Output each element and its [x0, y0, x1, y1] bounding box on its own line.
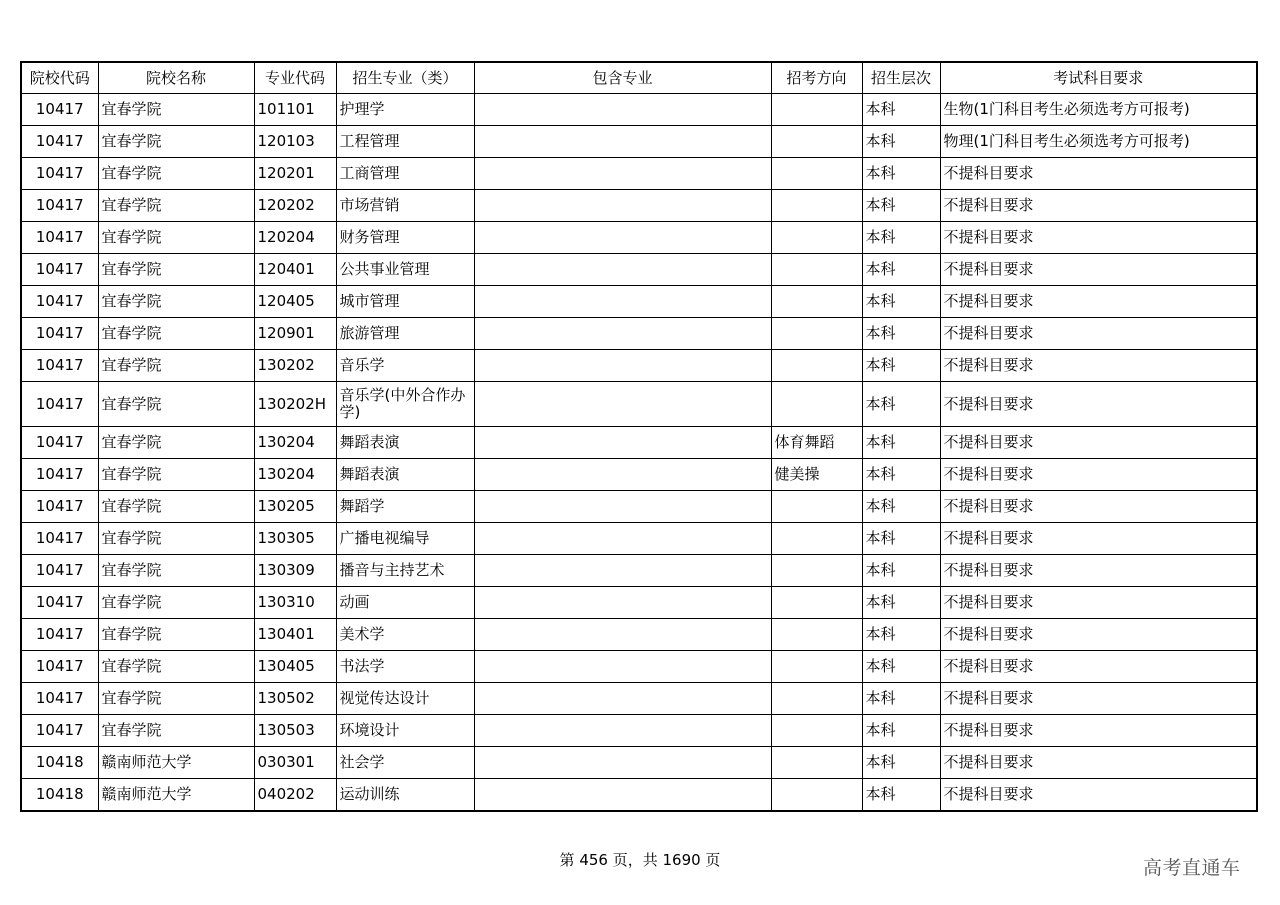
school-code-cell: 10417: [21, 715, 98, 747]
direction-cell: [771, 747, 862, 779]
school-code-cell: 10417: [21, 523, 98, 555]
major-name-cell: 旅游管理: [336, 318, 474, 350]
major-name-cell: 环境设计: [336, 715, 474, 747]
school-name-cell: 宜春学院: [98, 126, 254, 158]
direction-cell: [771, 286, 862, 318]
direction-cell: [771, 158, 862, 190]
major-name-cell: 公共事业管理: [336, 254, 474, 286]
major-code-cell: 120202: [254, 190, 336, 222]
school-name-cell: 宜春学院: [98, 350, 254, 382]
direction-cell: [771, 555, 862, 587]
major-code-cell: 130204: [254, 459, 336, 491]
included-majors-cell: [474, 715, 771, 747]
table-row: [21, 158, 1257, 190]
major-name-cell: 舞蹈学: [336, 491, 474, 523]
included-majors-cell: [474, 382, 771, 427]
level-cell: 本科: [862, 459, 940, 491]
major-name-cell: 工程管理: [336, 126, 474, 158]
header-school-name: 院校名称: [98, 62, 254, 94]
school-code-cell: 10417: [21, 427, 98, 459]
table-row: [21, 491, 1257, 523]
school-code-cell: 10417: [21, 619, 98, 651]
school-code-cell: 10417: [21, 318, 98, 350]
header-included-majors: 包含专业: [474, 62, 771, 94]
header-level: 招生层次: [862, 62, 940, 94]
school-code-cell: 10417: [21, 158, 98, 190]
level-cell: 本科: [862, 318, 940, 350]
table-row: [21, 382, 1257, 427]
header-school-code: 院校代码: [21, 62, 98, 94]
school-code-cell: 10417: [21, 190, 98, 222]
major-code-cell: 130202H: [254, 382, 336, 427]
school-code-cell: 10417: [21, 651, 98, 683]
major-code-cell: 130204: [254, 427, 336, 459]
subject-requirement-cell: 不提科目要求: [940, 715, 1257, 747]
subject-requirement-cell: 不提科目要求: [940, 555, 1257, 587]
school-code-cell: 10417: [21, 555, 98, 587]
major-code-cell: 120103: [254, 126, 336, 158]
school-name-cell: 赣南师范大学: [98, 747, 254, 779]
major-code-cell: 130202: [254, 350, 336, 382]
subject-requirement-cell: 不提科目要求: [940, 190, 1257, 222]
major-code-cell: 130305: [254, 523, 336, 555]
major-name-cell: 运动训练: [336, 779, 474, 812]
major-name-cell: 工商管理: [336, 158, 474, 190]
major-name-cell: 城市管理: [336, 286, 474, 318]
included-majors-cell: [474, 523, 771, 555]
table-row: [21, 459, 1257, 491]
included-majors-cell: [474, 683, 771, 715]
major-name-cell: 播音与主持艺术: [336, 555, 474, 587]
table-row: [21, 555, 1257, 587]
subject-requirement-cell: 不提科目要求: [940, 222, 1257, 254]
school-name-cell: 宜春学院: [98, 190, 254, 222]
level-cell: 本科: [862, 619, 940, 651]
major-name-cell: 动画: [336, 587, 474, 619]
table-header: [21, 62, 1257, 94]
major-name-cell: 音乐学: [336, 350, 474, 382]
included-majors-cell: [474, 222, 771, 254]
school-name-cell: 宜春学院: [98, 523, 254, 555]
subject-requirement-cell: 不提科目要求: [940, 747, 1257, 779]
direction-cell: [771, 587, 862, 619]
table-row: [21, 715, 1257, 747]
level-cell: 本科: [862, 491, 940, 523]
level-cell: 本科: [862, 651, 940, 683]
school-name-cell: 赣南师范大学: [98, 779, 254, 812]
level-cell: 本科: [862, 94, 940, 126]
level-cell: 本科: [862, 286, 940, 318]
included-majors-cell: [474, 158, 771, 190]
subject-requirement-cell: 不提科目要求: [940, 286, 1257, 318]
included-majors-cell: [474, 286, 771, 318]
enrollment-table: [20, 61, 1258, 812]
major-name-cell: 舞蹈表演: [336, 459, 474, 491]
level-cell: 本科: [862, 254, 940, 286]
level-cell: 本科: [862, 555, 940, 587]
level-cell: 本科: [862, 715, 940, 747]
header-major-name: 招生专业（类）: [336, 62, 474, 94]
table-row: [21, 587, 1257, 619]
level-cell: 本科: [862, 158, 940, 190]
subject-requirement-cell: 不提科目要求: [940, 158, 1257, 190]
school-name-cell: 宜春学院: [98, 158, 254, 190]
header-direction: 招考方向: [771, 62, 862, 94]
subject-requirement-cell: 不提科目要求: [940, 683, 1257, 715]
direction-cell: [771, 94, 862, 126]
major-name-cell: 社会学: [336, 747, 474, 779]
major-code-cell: 120405: [254, 286, 336, 318]
subject-requirement-cell: 不提科目要求: [940, 427, 1257, 459]
table-row: [21, 94, 1257, 126]
level-cell: 本科: [862, 222, 940, 254]
major-name-cell: 音乐学(中外合作办学): [336, 382, 474, 427]
school-code-cell: 10417: [21, 587, 98, 619]
table-row: [21, 190, 1257, 222]
table-row: [21, 747, 1257, 779]
level-cell: 本科: [862, 190, 940, 222]
major-code-cell: 030301: [254, 747, 336, 779]
major-code-cell: 130405: [254, 651, 336, 683]
included-majors-cell: [474, 555, 771, 587]
subject-requirement-cell: 不提科目要求: [940, 318, 1257, 350]
school-name-cell: 宜春学院: [98, 94, 254, 126]
included-majors-cell: [474, 254, 771, 286]
major-code-cell: 120901: [254, 318, 336, 350]
included-majors-cell: [474, 126, 771, 158]
subject-requirement-cell: 不提科目要求: [940, 779, 1257, 812]
school-name-cell: 宜春学院: [98, 318, 254, 350]
subject-requirement-cell: 不提科目要求: [940, 587, 1257, 619]
major-code-cell: 120201: [254, 158, 336, 190]
level-cell: 本科: [862, 427, 940, 459]
school-code-cell: 10417: [21, 94, 98, 126]
major-name-cell: 广播电视编导: [336, 523, 474, 555]
included-majors-cell: [474, 779, 771, 812]
school-code-cell: 10418: [21, 779, 98, 812]
school-name-cell: 宜春学院: [98, 222, 254, 254]
major-name-cell: 护理学: [336, 94, 474, 126]
included-majors-cell: [474, 619, 771, 651]
school-name-cell: 宜春学院: [98, 491, 254, 523]
school-code-cell: 10417: [21, 126, 98, 158]
major-code-cell: 040202: [254, 779, 336, 812]
major-name-cell: 书法学: [336, 651, 474, 683]
included-majors-cell: [474, 427, 771, 459]
direction-cell: [771, 683, 862, 715]
level-cell: 本科: [862, 350, 940, 382]
school-name-cell: 宜春学院: [98, 427, 254, 459]
table-row: [21, 651, 1257, 683]
included-majors-cell: [474, 747, 771, 779]
table-row: [21, 350, 1257, 382]
subject-requirement-cell: 生物(1门科目考生必须选考方可报考): [940, 94, 1257, 126]
included-majors-cell: [474, 491, 771, 523]
level-cell: 本科: [862, 523, 940, 555]
school-name-cell: 宜春学院: [98, 587, 254, 619]
watermark-logo-text: 高考直通车: [1143, 857, 1241, 879]
direction-cell: [771, 350, 862, 382]
school-code-cell: 10417: [21, 459, 98, 491]
table-row: [21, 286, 1257, 318]
major-name-cell: 舞蹈表演: [336, 427, 474, 459]
included-majors-cell: [474, 459, 771, 491]
table-row: [21, 222, 1257, 254]
subject-requirement-cell: 不提科目要求: [940, 651, 1257, 683]
subject-requirement-cell: 不提科目要求: [940, 459, 1257, 491]
school-code-cell: 10418: [21, 747, 98, 779]
school-name-cell: 宜春学院: [98, 382, 254, 427]
included-majors-cell: [474, 350, 771, 382]
included-majors-cell: [474, 190, 771, 222]
school-name-cell: 宜春学院: [98, 459, 254, 491]
school-name-cell: 宜春学院: [98, 715, 254, 747]
major-code-cell: 101101: [254, 94, 336, 126]
direction-cell: [771, 222, 862, 254]
major-code-cell: 130502: [254, 683, 336, 715]
school-code-cell: 10417: [21, 286, 98, 318]
school-name-cell: 宜春学院: [98, 254, 254, 286]
table-row: [21, 126, 1257, 158]
direction-cell: 健美操: [771, 459, 862, 491]
major-code-cell: 120204: [254, 222, 336, 254]
school-name-cell: 宜春学院: [98, 683, 254, 715]
level-cell: 本科: [862, 747, 940, 779]
header-major-code: 专业代码: [254, 62, 336, 94]
included-majors-cell: [474, 651, 771, 683]
major-code-cell: 130401: [254, 619, 336, 651]
page-number: 第 456 页，共 1690 页: [559, 851, 721, 869]
table-body: [21, 94, 1257, 812]
level-cell: 本科: [862, 382, 940, 427]
level-cell: 本科: [862, 683, 940, 715]
subject-requirement-cell: 不提科目要求: [940, 619, 1257, 651]
header-subject-requirement: 考试科目要求: [940, 62, 1257, 94]
level-cell: 本科: [862, 779, 940, 812]
direction-cell: [771, 651, 862, 683]
subject-requirement-cell: 不提科目要求: [940, 523, 1257, 555]
subject-requirement-cell: 不提科目要求: [940, 491, 1257, 523]
school-name-cell: 宜春学院: [98, 651, 254, 683]
direction-cell: [771, 382, 862, 427]
major-code-cell: 130503: [254, 715, 336, 747]
school-code-cell: 10417: [21, 491, 98, 523]
direction-cell: [771, 491, 862, 523]
subject-requirement-cell: 不提科目要求: [940, 350, 1257, 382]
header-row: [21, 62, 1257, 94]
level-cell: 本科: [862, 587, 940, 619]
table-row: [21, 318, 1257, 350]
subject-requirement-cell: 不提科目要求: [940, 254, 1257, 286]
included-majors-cell: [474, 94, 771, 126]
school-name-cell: 宜春学院: [98, 555, 254, 587]
major-code-cell: 130310: [254, 587, 336, 619]
table-row: [21, 254, 1257, 286]
school-code-cell: 10417: [21, 350, 98, 382]
school-name-cell: 宜春学院: [98, 619, 254, 651]
subject-requirement-cell: 不提科目要求: [940, 382, 1257, 427]
direction-cell: [771, 715, 862, 747]
school-code-cell: 10417: [21, 254, 98, 286]
major-code-cell: 130205: [254, 491, 336, 523]
major-name-cell: 视觉传达设计: [336, 683, 474, 715]
direction-cell: [771, 126, 862, 158]
major-code-cell: 120401: [254, 254, 336, 286]
major-code-cell: 130309: [254, 555, 336, 587]
direction-cell: [771, 619, 862, 651]
major-name-cell: 市场营销: [336, 190, 474, 222]
direction-cell: [771, 254, 862, 286]
school-code-cell: 10417: [21, 683, 98, 715]
level-cell: 本科: [862, 126, 940, 158]
direction-cell: [771, 523, 862, 555]
school-name-cell: 宜春学院: [98, 286, 254, 318]
subject-requirement-cell: 物理(1门科目考生必须选考方可报考): [940, 126, 1257, 158]
school-code-cell: 10417: [21, 382, 98, 427]
direction-cell: [771, 318, 862, 350]
major-name-cell: 美术学: [336, 619, 474, 651]
major-name-cell: 财务管理: [336, 222, 474, 254]
table-row: [21, 523, 1257, 555]
direction-cell: 体育舞蹈: [771, 427, 862, 459]
table-row: [21, 427, 1257, 459]
direction-cell: [771, 190, 862, 222]
table-row: [21, 683, 1257, 715]
direction-cell: [771, 779, 862, 812]
included-majors-cell: [474, 318, 771, 350]
included-majors-cell: [474, 587, 771, 619]
school-code-cell: 10417: [21, 222, 98, 254]
table-row: [21, 619, 1257, 651]
table-row: [21, 779, 1257, 812]
